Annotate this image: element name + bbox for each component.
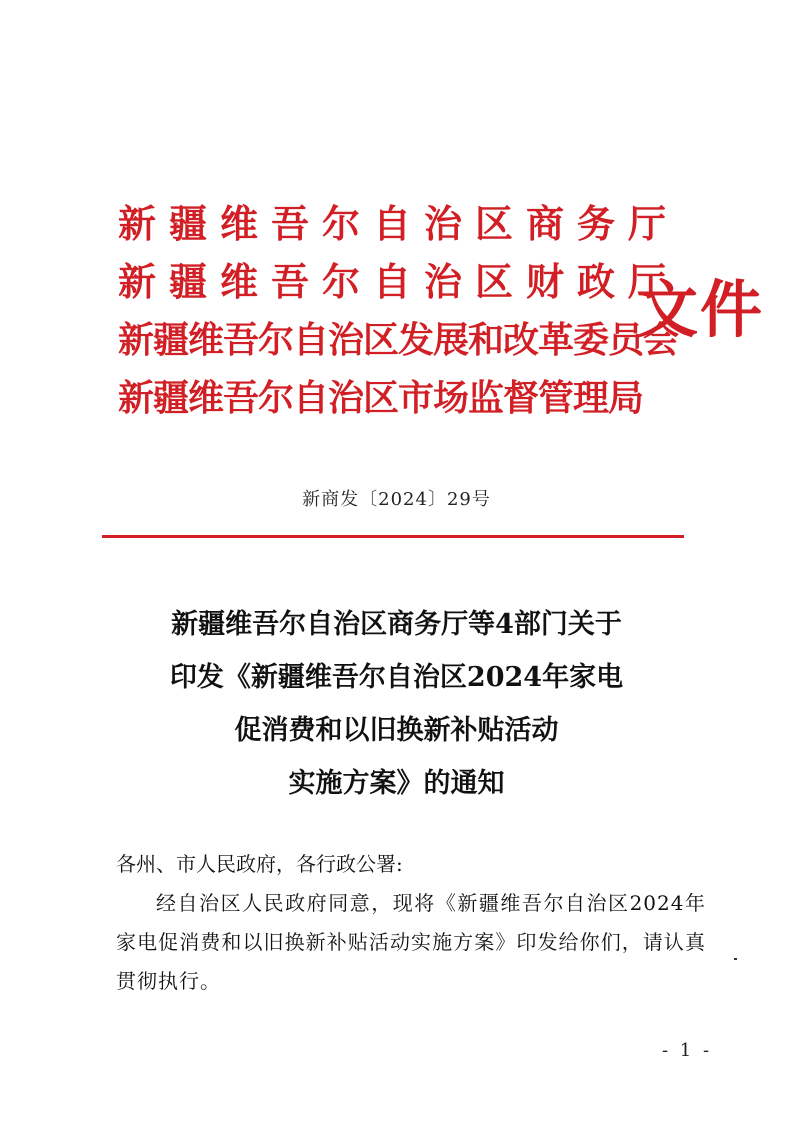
issuer-market-regulation-bureau: 新疆维吾尔自治区市场监督管理局 — [118, 377, 644, 419]
title-line: 促消费和以旧换新补贴活动 — [234, 715, 559, 746]
issuer-commerce-department: 新疆维吾尔自治区商务厅 — [118, 201, 680, 246]
body-paragraph: 经自治区人民政府同意，现将《新疆维吾尔自治区2024年家电促消费和以旧换新补贴活动实施方案》印发给你们，请认真贯彻执行。 — [116, 891, 706, 993]
scan-speck — [734, 958, 737, 960]
title-line: 新疆维吾尔自治区商务厅等4部门关于 — [171, 609, 622, 640]
document-body — [116, 845, 706, 1001]
issuer-development-reform-commission: 新疆维吾尔自治区发展和改革委员会 — [118, 319, 679, 361]
title-line: 实施方案》的通知 — [288, 768, 505, 799]
issuer-finance-department: 新疆维吾尔自治区财政厅 — [118, 259, 680, 304]
page-number: - 1 - — [662, 1040, 713, 1061]
red-separator-line — [102, 535, 684, 538]
document-suffix: 文件 — [636, 273, 765, 346]
document-number: 新商发〔2024〕29号 — [302, 489, 491, 510]
title-line: 印发《新疆维吾尔自治区2024年家电 — [169, 662, 624, 693]
issuing-authorities — [118, 195, 680, 427]
document-title — [100, 598, 693, 810]
salutation: 各州、市人民政府，各行政公署: — [116, 852, 403, 876]
